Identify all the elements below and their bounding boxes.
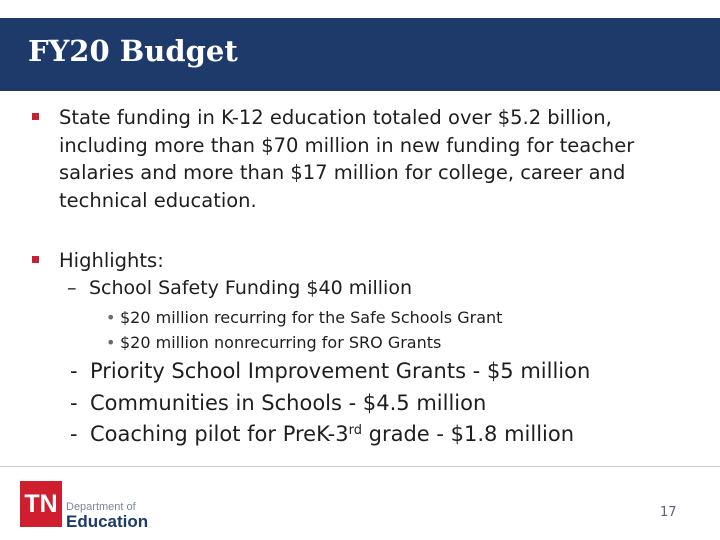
dash-item-text-end: grade - $1.8 million — [361, 422, 575, 446]
superscript: rd — [348, 423, 362, 438]
sub-sub-item — [106, 308, 502, 327]
logo-line-1: Department of — [66, 501, 136, 513]
sub-item-text: School Safety Funding $40 million — [89, 277, 412, 299]
bullet-state-funding — [32, 104, 662, 214]
dash-item — [70, 422, 574, 446]
bullet-text: Highlights: — [59, 249, 164, 272]
bullet-text: State funding in K-12 education totaled over $5.2 billion, including more than $70 million in new funding for teacher salaries and more than $17 million for college, career and technical education. — [59, 106, 635, 212]
dash-marker: - — [70, 422, 78, 446]
page-number: 17 — [660, 505, 677, 520]
square-bullet-icon — [32, 256, 39, 263]
dash-marker: - — [70, 359, 78, 383]
sub-sub-item-text: $20 million nonrecurring for SRO Grants — [120, 333, 442, 352]
bullet-highlights — [32, 247, 164, 275]
tn-logo-mark: TN — [16, 481, 62, 527]
dash-item-text: Coaching pilot for PreK-3 — [90, 422, 349, 446]
logo-line-2: Education — [66, 512, 149, 531]
tn-education-logo — [16, 481, 156, 531]
dash-item-text: Communities in Schools - $4.5 million — [90, 391, 487, 415]
dash-item — [70, 391, 486, 415]
sub-sub-item-text: $20 million recurring for the Safe Schools Grant — [120, 308, 503, 327]
slide-title: FY20 Budget — [28, 34, 238, 68]
dash-item-text: Priority School Improvement Grants - $5 million — [90, 359, 591, 383]
dash-marker: – — [67, 277, 77, 299]
square-bullet-icon — [32, 113, 39, 120]
sub-sub-item — [106, 333, 441, 352]
dot-marker: • — [106, 308, 116, 327]
dash-item — [70, 359, 590, 383]
dash-marker: - — [70, 391, 78, 415]
sub-item-school-safety — [67, 277, 412, 299]
dot-marker: • — [106, 333, 116, 352]
footer-divider — [0, 466, 720, 467]
